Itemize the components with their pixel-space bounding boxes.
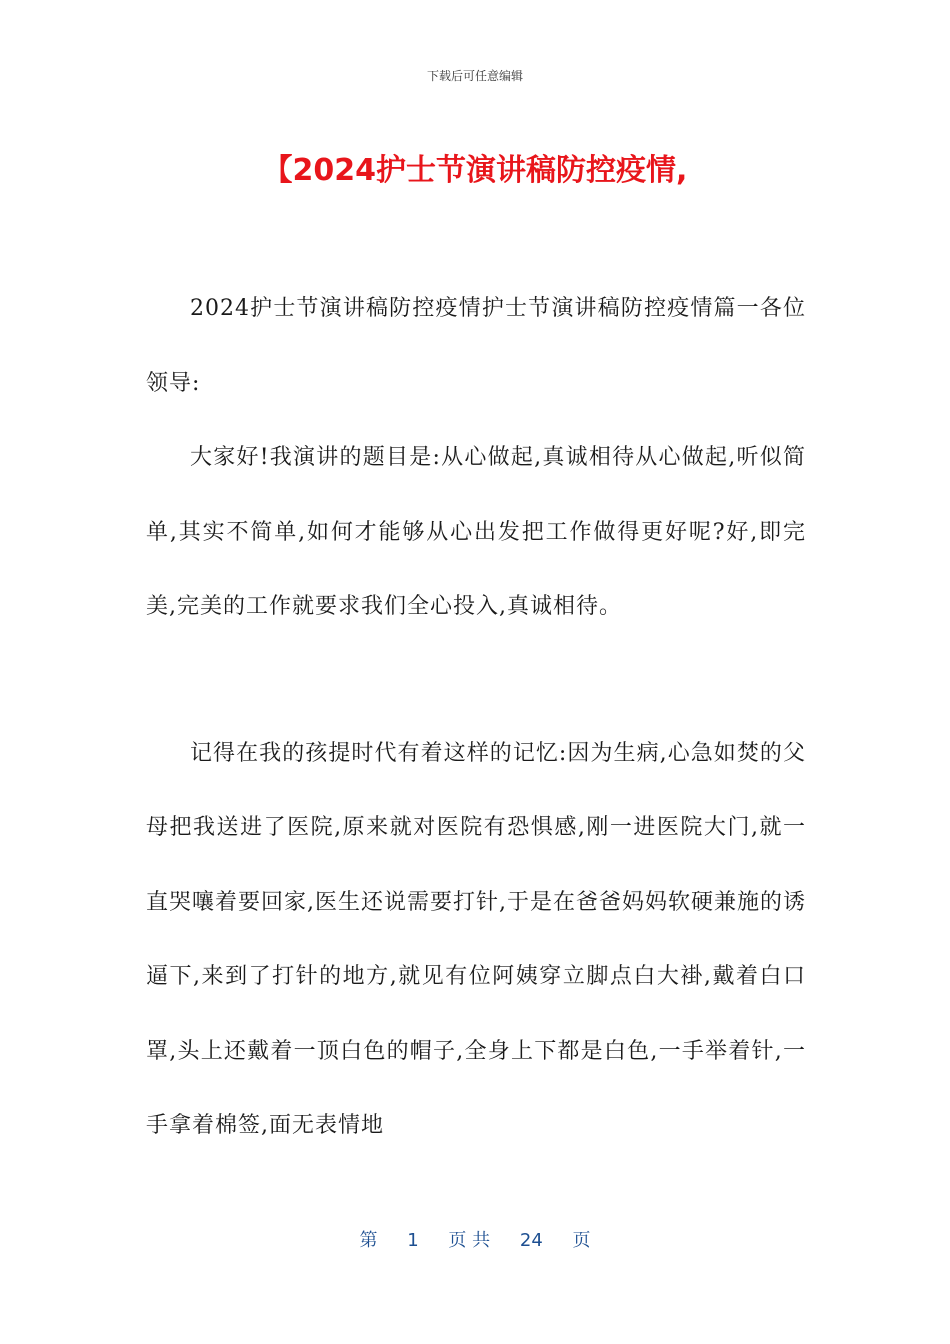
footer-total-pages: 24 [519, 1230, 543, 1251]
footer-page-number: 1 [407, 1230, 419, 1251]
footer-suffix: 页 [572, 1230, 591, 1251]
page-footer [0, 1226, 950, 1252]
paragraph-intro: 2024护士节演讲稿防控疫情护士节演讲稿防控疫情篇一各位领导: [146, 296, 806, 396]
paragraph-memory: 记得在我的孩提时代有着这样的记忆:因为生病,心急如焚的父母把我送进了医院,原来就对医院有恐惧感,刚一进医院大门,就一直哭嚷着要回家,医生还说需要打针,于是在爸爸妈妈软硬兼施的诱逼下,来到了打针的地方,就见有位阿姨穿立脚点白大褂,戴着白口罩,头上还戴着一顶白色的帽子,全身上下都是白色,一手举着针,一手拿着棉签,面无表情地 [146, 740, 806, 1138]
header-note: 下载后可任意编辑 [426, 69, 523, 83]
document-title: 【2024护士节演讲稿防控疫情, [262, 153, 688, 188]
document-body [146, 272, 806, 1164]
footer-middle: 页 共 [448, 1230, 491, 1251]
paragraph-greeting: 大家好!我演讲的题目是:从心做起,真诚相待从心做起,听似简单,其实不简单,如何才能够从心出发把工作做得更好呢?好,即完美,完美的工作就要求我们全心投入,真诚相待。 [146, 445, 806, 619]
footer-prefix: 第 [359, 1230, 378, 1251]
